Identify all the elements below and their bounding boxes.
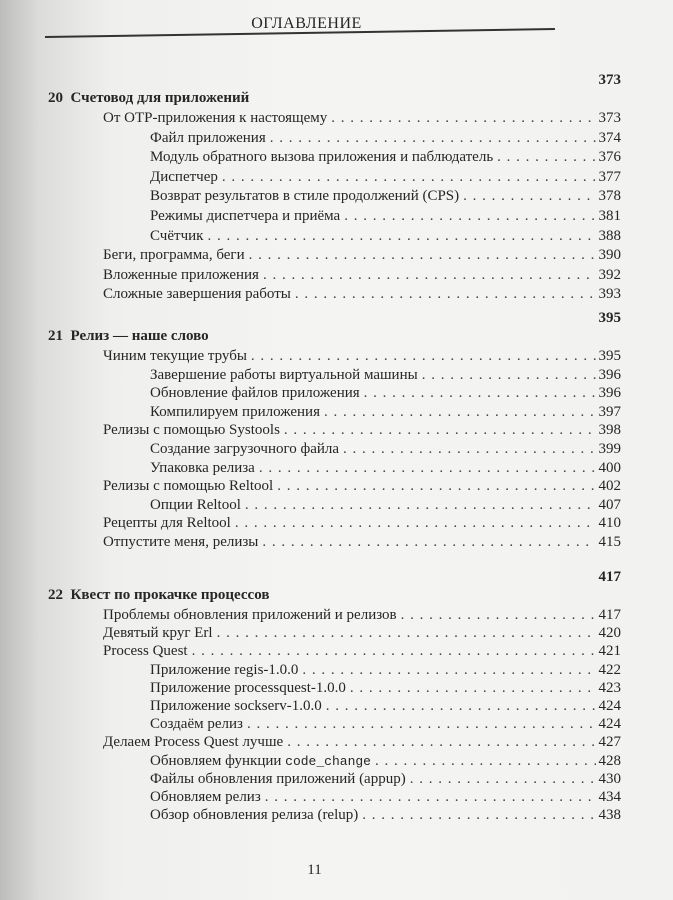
- header-title: ОГЛАВЛЕНИЕ: [251, 15, 362, 32]
- entry-title: Отпустите меня, релизы: [103, 534, 259, 550]
- toc-entry[interactable]: [150, 753, 621, 770]
- toc-entry[interactable]: [150, 460, 621, 477]
- toc-entry[interactable]: [103, 247, 621, 264]
- entry-title: Файл приложения: [150, 129, 266, 146]
- dot-leader: [207, 228, 595, 245]
- entry-title: Проблемы обновления приложений и релизов: [103, 607, 397, 623]
- entry-page: 424: [598, 698, 621, 714]
- entry-title: Упаковка релиза: [150, 459, 255, 476]
- entry-title: Приложение sockserv-1.0.0: [150, 698, 322, 714]
- entry-page: 415: [598, 534, 621, 550]
- entry-page: 430: [598, 770, 621, 787]
- dot-leader: [235, 515, 596, 532]
- entry-page: 373: [598, 110, 621, 126]
- entry-page: 427: [598, 734, 621, 751]
- entry-title: Обновление файлов приложения: [150, 385, 360, 402]
- dot-leader: [375, 753, 596, 770]
- entry-title: Беги, программа, беги: [103, 247, 245, 264]
- toc-entry[interactable]: [103, 110, 621, 127]
- dot-leader: [245, 497, 596, 514]
- dot-leader: [263, 267, 596, 284]
- dot-leader: [247, 716, 596, 733]
- dot-leader: [251, 348, 596, 365]
- entry-title: Рецепты для Reltool: [103, 515, 231, 532]
- dot-leader: [284, 422, 596, 439]
- dot-leader: [262, 534, 595, 551]
- entry-page: 417: [598, 607, 621, 623]
- entry-page: 422: [598, 661, 621, 678]
- entry-page: 396: [598, 366, 621, 383]
- entry-title: Чиним текущие трубы: [103, 348, 247, 364]
- toc-entry[interactable]: [103, 534, 621, 551]
- dot-leader: [217, 625, 596, 642]
- toc-entry[interactable]: [150, 149, 621, 166]
- entry-page: 392: [598, 266, 621, 283]
- dot-leader: [410, 771, 596, 788]
- entry-page: 428: [598, 752, 621, 769]
- entry-title: Обновляем релиз: [150, 789, 261, 805]
- dot-leader: [222, 169, 596, 186]
- entry-title: Завершение работы виртуальной машины: [150, 366, 418, 383]
- entry-page: 374: [598, 129, 621, 146]
- toc-entry[interactable]: [150, 771, 621, 788]
- entry-page: 396: [598, 385, 621, 402]
- page-number: 11: [307, 862, 322, 878]
- chapter-page[interactable]: 417: [598, 569, 621, 585]
- dot-leader: [326, 698, 596, 715]
- entry-title: Возврат результатов в стиле продолжений (CPS): [150, 188, 460, 205]
- toc-entry[interactable]: [150, 789, 621, 806]
- chapter-number: 20: [48, 90, 63, 106]
- entry-title: Делаем Process Quest лучше: [103, 734, 284, 751]
- toc-entry[interactable]: [150, 228, 621, 245]
- entry-title: Process Quest: [103, 643, 188, 660]
- entry-title: Создаём релиз: [150, 716, 243, 733]
- entry-page: 381: [598, 208, 621, 224]
- dot-leader: [265, 789, 596, 806]
- dot-leader: [192, 643, 596, 660]
- entry-title: Опции Reltool: [150, 496, 241, 513]
- toc-entry[interactable]: [150, 497, 621, 514]
- entry-page: 423: [598, 679, 621, 696]
- chapter-title-text: Счетовод для приложений: [70, 90, 250, 106]
- toc-entry[interactable]: [103, 478, 621, 495]
- dot-leader: [270, 130, 596, 147]
- entry-code: code_change: [285, 753, 371, 769]
- dot-leader: [249, 247, 596, 264]
- dot-leader: [344, 208, 595, 225]
- dot-leader: [343, 441, 595, 458]
- entry-title: Релизы с помощью Systools: [103, 422, 280, 439]
- entry-title: Приложение regis-1.0.0: [150, 661, 299, 678]
- toc-entry[interactable]: [150, 367, 621, 384]
- toc-entry[interactable]: [150, 662, 621, 679]
- toc-entry[interactable]: [150, 698, 621, 715]
- toc-entry[interactable]: [150, 716, 621, 733]
- toc-entry[interactable]: [150, 404, 621, 421]
- dot-leader: [422, 367, 596, 384]
- dot-leader: [287, 734, 595, 751]
- chapter-page[interactable]: 395: [598, 310, 621, 326]
- entry-page: 410: [598, 515, 621, 532]
- toc-entry[interactable]: [150, 208, 621, 225]
- chapter-number: 22: [48, 587, 63, 603]
- dot-leader: [497, 149, 595, 166]
- entry-title: Компилируем приложения: [150, 403, 320, 420]
- toc-entry[interactable]: [103, 348, 621, 365]
- entry-title: Режимы диспетчера и приёма: [150, 208, 341, 224]
- dot-leader: [259, 460, 596, 477]
- page-footer: [0, 862, 673, 879]
- entry-page: 402: [598, 478, 621, 495]
- dot-leader: [364, 385, 596, 402]
- chapter-title[interactable]: [48, 587, 269, 604]
- entry-title: Вложенные приложения: [103, 266, 259, 283]
- chapter-title-text: Квест по прокачке процессов: [70, 587, 270, 603]
- entry-page: 421: [598, 643, 621, 660]
- toc-entry[interactable]: [103, 267, 621, 284]
- entry-page: 398: [598, 422, 621, 439]
- entry-page: 400: [598, 459, 621, 476]
- dot-leader: [324, 404, 596, 421]
- entry-page: 393: [598, 286, 621, 303]
- chapter-title[interactable]: [48, 328, 209, 345]
- entry-title: Сложные завершения работы: [103, 286, 291, 303]
- entry-page: 434: [598, 789, 621, 805]
- dot-leader: [350, 680, 596, 697]
- toc-entry[interactable]: [103, 515, 621, 532]
- dot-leader: [463, 188, 595, 205]
- entry-page: 376: [598, 149, 621, 166]
- entry-page: 378: [598, 188, 621, 205]
- entry-title: Релизы с помощью Reltool: [103, 478, 274, 495]
- toc-entry[interactable]: [103, 643, 621, 660]
- entry-title: Создание загрузочного файла: [150, 441, 340, 457]
- entry-page: 397: [598, 403, 621, 420]
- toc-entry[interactable]: [103, 625, 621, 642]
- entry-title: Приложение processquest-1.0.0: [150, 679, 346, 696]
- chapter-title[interactable]: [48, 90, 249, 107]
- entry-page: 377: [598, 168, 621, 185]
- dot-leader: [401, 607, 596, 624]
- entry-title: Девятый круг Erl: [103, 625, 213, 642]
- dot-leader: [295, 286, 596, 303]
- toc-entry[interactable]: [150, 680, 621, 697]
- entry-title: Обновляем функции code_change: [150, 752, 371, 769]
- entry-title: Модуль обратного вызова приложения и паблюдатель: [150, 149, 494, 166]
- entry-page: 390: [598, 247, 621, 264]
- entry-title: Файлы обновления приложений (appup): [150, 770, 406, 787]
- entry-page: 438: [598, 807, 621, 824]
- entry-page: 424: [598, 716, 621, 733]
- dot-leader: [277, 478, 595, 495]
- entry-title: Счётчик: [150, 227, 204, 244]
- toc-entry[interactable]: [150, 169, 621, 186]
- toc-entry[interactable]: [150, 385, 621, 402]
- entry-page: 395: [598, 348, 621, 364]
- chapter-number: 21: [48, 328, 63, 344]
- entry-title: Диспетчер: [150, 168, 218, 185]
- toc-entry[interactable]: [150, 130, 621, 147]
- toc-entry[interactable]: [103, 734, 621, 751]
- toc-entry[interactable]: [103, 286, 621, 303]
- entry-page: 407: [598, 496, 621, 513]
- dot-leader: [302, 662, 595, 679]
- entry-title: От OTP-приложения к настоящему: [103, 110, 328, 126]
- toc-entry[interactable]: [150, 807, 621, 824]
- toc-entry[interactable]: [103, 607, 621, 624]
- entry-page: 399: [598, 441, 621, 457]
- toc-entry[interactable]: [150, 441, 621, 458]
- dot-leader: [362, 807, 595, 824]
- entry-title: Обзор обновления релиза (relup): [150, 807, 359, 824]
- dot-leader: [331, 110, 595, 127]
- chapter-title-text: Релиз — наше слово: [70, 328, 209, 344]
- toc-entry[interactable]: [103, 422, 621, 439]
- chapter-page[interactable]: 373: [598, 72, 621, 88]
- toc-entry[interactable]: [150, 188, 621, 205]
- entry-page: 388: [598, 227, 621, 244]
- running-header: [0, 14, 673, 33]
- entry-page: 420: [598, 625, 621, 642]
